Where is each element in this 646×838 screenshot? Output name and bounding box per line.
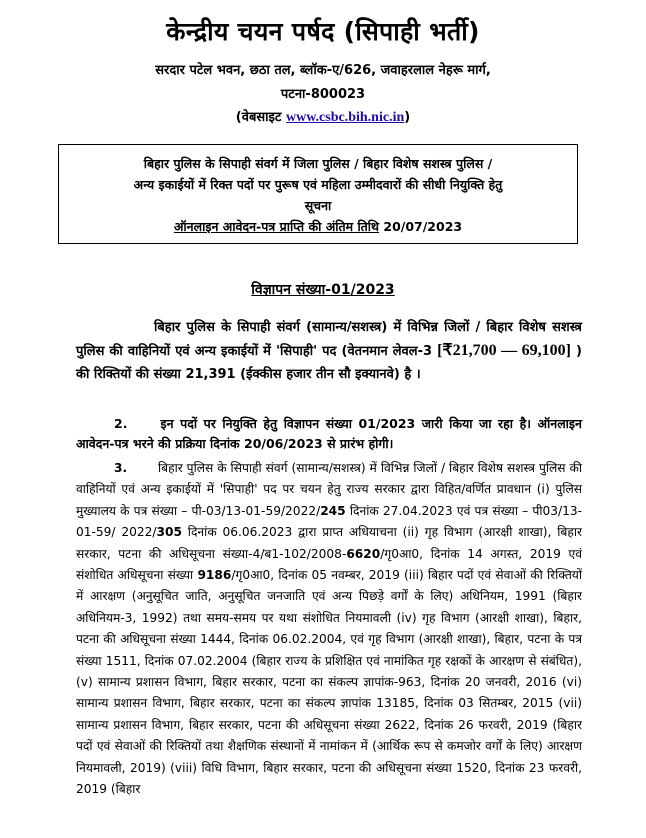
paragraph-2 [76,414,582,454]
paragraph-2-text: इन पदों पर नियुक्ति हेतु विज्ञापन संख्या 01/2023 जारी किया जा रहा है। ऑनलाइन आवेदन-पत्र भरने की प्रक्रिया दिनांक 20/06/2023 से प्रारंभ होगी। [76,416,582,451]
paragraph-1-text-a: बिहार पुलिस के सिपाही संवर्ग (सामान्य/सशस्त्र) में विभिन्न जिलों / बिहार विशेष सशस्त्र पुलिस की वाहिनियों एवं अन्य इकाईयों में 'सिपाही' पद (वेतनमान लेवल-3 [76,320,582,359]
paragraph-3-bold-4: 9186 [197,568,232,583]
paragraph-3-bold-1: 245 [320,503,346,518]
website-line [0,107,646,126]
paragraph-3-number: 3. [114,461,128,475]
deadline-date: 20/07/2023 [383,219,463,234]
website-suffix: ) [404,110,411,125]
deadline-line [65,216,571,237]
advertisement-number: विज्ञापन संख्या-01/2023 [251,282,395,298]
paragraph-1-text-b: ) की रिक्तियों की संख्या 21,391 (ईक्कीस हजार तीन सौ इक्यानवे) है । [76,344,582,382]
office-address: सरदार पटेल भवन, छठा तल, ब्लॉक-ए/626, जवाहरलाल नेहरू मार्ग, [155,63,491,78]
notice-box [58,144,578,244]
paragraph-3-text-5: /गृ0आ0, दिनांक 05 नवम्बर, 2019 (iii) बिहार पदों एवं सेवाओं की रिक्तियों में आरक्षण (अनुसूचित जाति, अनुसूचित जनजाति एवं अन्य पिछड़े वर्गों के लिए) अधिनियम, 1991 (बिहार अधिनियम-3, 1992) तथा समय-समय पर यथा संशोधित नियमावली (iv) गृह विभाग (आरक्षी शाखा), बिहार, पटना की अधिसूचना संख्या 1444, दिनांक 06.02.2004, एवं गृह विभाग (आरक्षी शाखा), बिहार, पटना के पत्र संख्या 1511, दिनांक 07.02.2004 (बिहार राज्य के प्रशिक्षित एवं नामांकित गृह रक्षकों के आरक्षण से संबंधित), (v) सामान्य प्रशासन विभाग, बिहार सरकार, पटना का संकल्प ज्ञापांक-963, दिनांक 20 जनवरी, 2016 (vi) सामान्य प्रशासन विभाग, बिहार सरकार, पटना का संकल्प ज्ञापांक 13185, दिनांक 03 सितम्बर, 2015 (vii) सामान्य प्रशासन विभाग, बिहार सरकार, पटना की अधिसूचना संख्या 2622, दिनांक 26 फरवरी, 2019 (बिहार पदों एवं सेवाओं की रिक्तियों तथा शैक्षणिक संस्थानों में नामांकन में (आर्थिक रूप से कमजोर वर्गों के लिए) आरक्षण नियमावली, 2019) (viii) विधि विभाग, बिहार सरकार, पटना की अधिसूचना संख्या 1520, दिनांक 23 फरवरी, 2019 (बिहार [76,568,583,797]
paragraph-3-text-2: दिनांक 27.04.2023 एवं पत्र संख्या – पी03/13-01-59/ 2022/ [76,503,583,540]
pay-scale: [₹21,700 — 69,100] [437,342,571,359]
office-pincode: पटना-800023 [280,87,366,102]
paragraph-3-bold-2: 305 [156,525,182,540]
paragraph-3-text-3: दिनांक 06.06.2023 द्वारा प्राप्त अधियाचना (ii) गृह विभाग (आरक्षी शाखा), बिहार सरकार, पटना की अधिसूचना संख्या-4/ब1-102/2008- [76,525,582,561]
paragraph-3-text-4: /गृ0आ0, दिनांक 14 अगस्त, 2019 एवं संशोधित अधिसूचना संख्या [76,546,583,583]
website-prefix: (वेबसाइट [235,110,282,125]
deadline-label: ऑनलाइन आवेदन-पत्र प्राप्ति की अंतिम तिथि [173,219,380,234]
website-link[interactable]: www.csbc.bih.nic.in [286,110,405,125]
page-title: केन्द्रीय चयन पर्षद (सिपाही भर्ती) [166,17,480,46]
paragraph-1 [76,316,582,386]
paragraph-3-bold-3: 6620 [346,546,381,561]
paragraph-3 [76,458,582,801]
notice-line-1: बिहार पुलिस के सिपाही संवर्ग में जिला पुलिस / बिहार विशेष सशस्त्र पुलिस / [143,156,493,171]
paragraph-3-text-1: बिहार पुलिस के सिपाही संवर्ग (सामान्य/सशस्त्र) में विभिन्न जिलों / बिहार विशेष सशस्त्र पुलिस की वाहिनियों एवं अन्य इकाईयों में 'सिपाही' पद पर चयन हेतु राज्य सरकार द्वारा विहित/वर्णित प्रावधान (i) पुलिस मुख्यालय के पत्र संख्या – पी-03/13-01-59/2022/ [76,461,583,518]
paragraph-2-number: 2. [114,416,128,431]
notice-line-2: अन्य इकाईयों में रिक्त पदों पर पुरूष एवं महिला उम्मीदवारों की सीधी नियुक्ति हेतु [133,177,503,192]
notice-line-3: सूचना [304,198,332,213]
